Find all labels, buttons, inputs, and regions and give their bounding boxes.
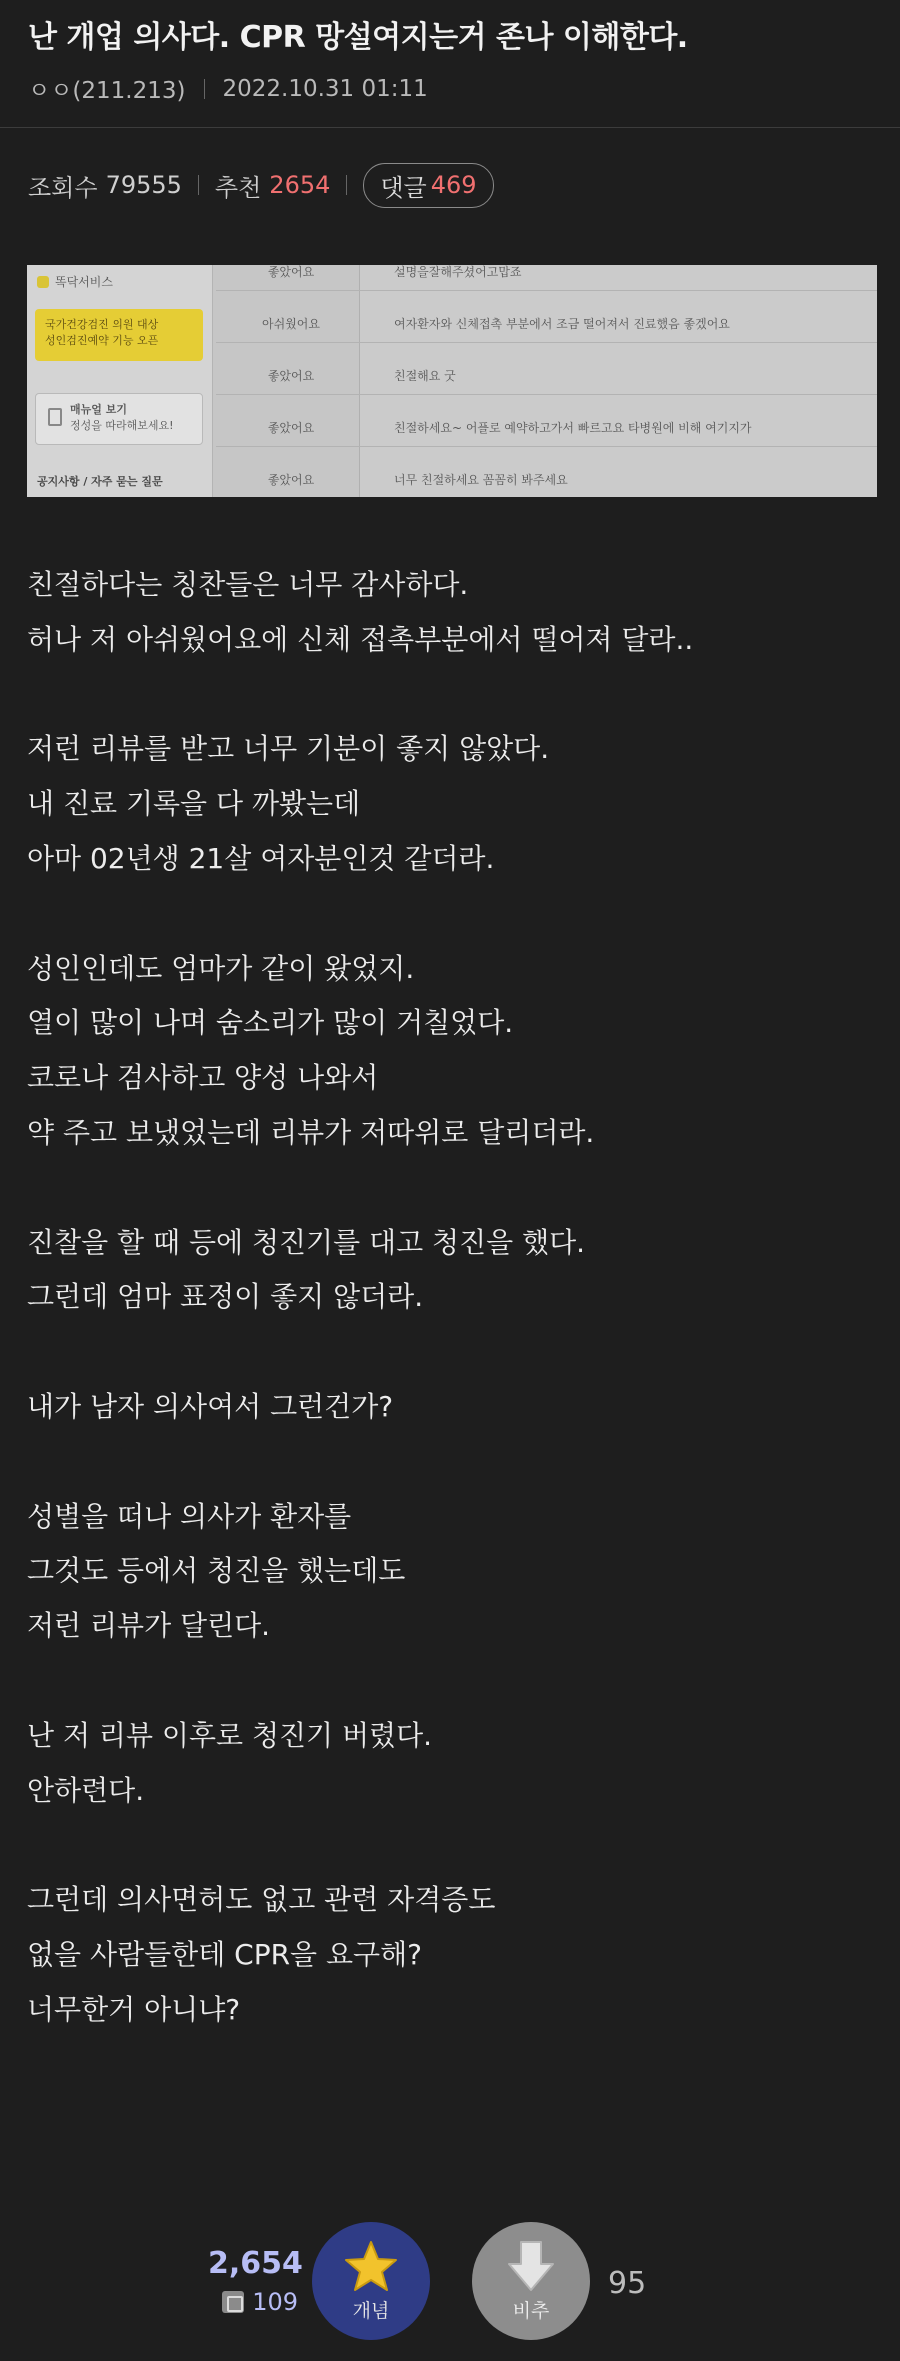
body-line: 없을 사람들한테 CPR을 요구해? xyxy=(27,1937,422,1971)
post-body xyxy=(27,558,873,2038)
fixed-upvote-count-row xyxy=(208,2288,298,2316)
review-text: 친절해요 굿 xyxy=(394,369,456,383)
image-manual-title: 매뉴얼 보기 xyxy=(70,403,127,416)
body-line xyxy=(27,1325,873,1380)
vote-area xyxy=(0,2210,900,2350)
review-text: 너무 친절하세요 꼼꼼히 봐주세요 xyxy=(394,473,568,487)
body-line: 열이 많이 나며 숨소리가 많이 거칠었다. xyxy=(27,1006,514,1040)
views-label: 조회수 xyxy=(28,173,98,202)
image-review-row xyxy=(216,305,877,343)
review-text: 설명을잘해주셨어고맙죠 xyxy=(394,265,522,279)
body-line xyxy=(27,1654,873,1709)
body-line xyxy=(27,1435,873,1490)
body-line: 내가 남자 의사여서 그런건가? xyxy=(27,1389,394,1423)
downvote-label: 비추 xyxy=(512,2300,550,2322)
review-rating: 좋았어요 xyxy=(267,265,315,279)
star-icon xyxy=(344,2240,398,2292)
body-line: 진찰을 할 때 등에 청진기를 대고 청진을 했다. xyxy=(27,1225,586,1259)
recommend-label: 추천 xyxy=(214,173,262,202)
review-text: 여자환자와 신체접촉 부분에서 조금 떨어져서 진료했음 좋겠어요 xyxy=(394,317,730,331)
image-review-row xyxy=(216,461,877,497)
body-line: 허나 저 아쉬웠어요에 신체 접촉부분에서 떨어져 달라.. xyxy=(27,622,694,656)
body-line: 난 저 리뷰 이후로 청진기 버렸다. xyxy=(27,1718,433,1752)
post-meta xyxy=(28,72,872,105)
image-notice-banner xyxy=(35,309,203,361)
meta-divider xyxy=(204,79,205,99)
downvote-count: 95 xyxy=(608,2266,647,2301)
image-review-table xyxy=(262,265,877,497)
body-line: 친절하다는 칭찬들은 너무 감사하다. xyxy=(27,568,469,601)
body-line: 성인인데도 엄마가 같이 왔었지. xyxy=(27,951,415,985)
image-manual-sub: 정성을 따라해보세요! xyxy=(70,419,174,432)
body-line: 너무한거 아니냐? xyxy=(27,1992,241,2026)
body-line xyxy=(27,1161,873,1216)
post-title: 난 개업 의사다. CPR 망설여지는거 존나 이해한다. xyxy=(28,20,688,55)
image-review-row xyxy=(216,409,877,447)
image-sidebar xyxy=(27,265,213,497)
body-line: 그런데 의사면허도 없고 관련 자격증도 xyxy=(27,1883,496,1917)
body-line: 성별을 떠나 의사가 환자를 xyxy=(27,1499,352,1533)
image-review-row xyxy=(216,265,877,291)
body-line xyxy=(27,668,873,723)
image-menu-head xyxy=(37,273,113,290)
upvote-label: 개념 xyxy=(352,2300,390,2322)
upvote-button[interactable] xyxy=(312,2222,430,2340)
image-notice-line: 성인검진예약 기능 오픈 xyxy=(45,334,159,347)
views-count: 79555 xyxy=(105,171,182,199)
stats-divider xyxy=(346,175,347,195)
body-line xyxy=(27,887,873,942)
app-logo-icon xyxy=(37,276,49,288)
body-line: 코로나 검사하고 양성 나와서 xyxy=(27,1061,379,1095)
image-notice-line: 국가건강검진 의원 대상 xyxy=(45,318,159,331)
post-header xyxy=(0,0,900,128)
body-line: 약 주고 보냈었는데 리뷰가 저따위로 달리더라. xyxy=(27,1115,595,1149)
review-rating: 아쉬웠어요 xyxy=(262,317,320,331)
fixed-user-icon xyxy=(222,2291,244,2313)
post-author[interactable]: ㅇㅇ(211.213) xyxy=(28,78,186,104)
review-rating: 좋았어요 xyxy=(267,421,315,435)
recommend-count: 2654 xyxy=(269,171,331,199)
body-line: 저런 리뷰를 받고 너무 기분이 좋지 않았다. xyxy=(27,732,550,766)
body-line: 내 진료 기록을 다 까봤는데 xyxy=(27,787,361,821)
image-manual-box xyxy=(35,393,203,445)
stats-bar xyxy=(0,128,900,218)
comments-label: 댓글 xyxy=(380,173,427,202)
review-rating: 좋았어요 xyxy=(267,473,315,487)
image-menu-title: 똑닥서비스 xyxy=(55,275,113,289)
review-screenshot-image xyxy=(27,265,877,497)
post-date: 2022.10.31 01:11 xyxy=(222,75,428,102)
comments-button[interactable] xyxy=(363,163,493,208)
body-line xyxy=(27,1818,873,1873)
review-text: 친절하세요~ 어플로 예약하고가서 빠르고요 타병원에 비해 여기지가 xyxy=(394,421,752,435)
upvote-count: 2,654 xyxy=(208,2246,303,2281)
body-line: 저런 리뷰가 달린다. xyxy=(27,1609,271,1643)
review-rating: 좋았어요 xyxy=(267,369,315,383)
stats-divider xyxy=(198,175,199,195)
document-icon xyxy=(48,408,62,426)
fixed-upvote-count: 109 xyxy=(252,2288,298,2316)
body-line: 안하련다. xyxy=(27,1773,145,1807)
body-line: 그것도 등에서 청진을 했는데도 xyxy=(27,1554,406,1588)
comments-count: 469 xyxy=(430,171,477,199)
body-line: 아마 02년생 21살 여자분인것 같더라. xyxy=(27,841,495,875)
body-line: 그런데 엄마 표정이 좋지 않더라. xyxy=(27,1280,424,1314)
arrow-down-icon xyxy=(507,2240,555,2292)
image-faq-label: 공지사항 / 자주 묻는 질문 xyxy=(37,475,163,488)
downvote-button[interactable] xyxy=(472,2222,590,2340)
image-review-row xyxy=(216,357,877,395)
